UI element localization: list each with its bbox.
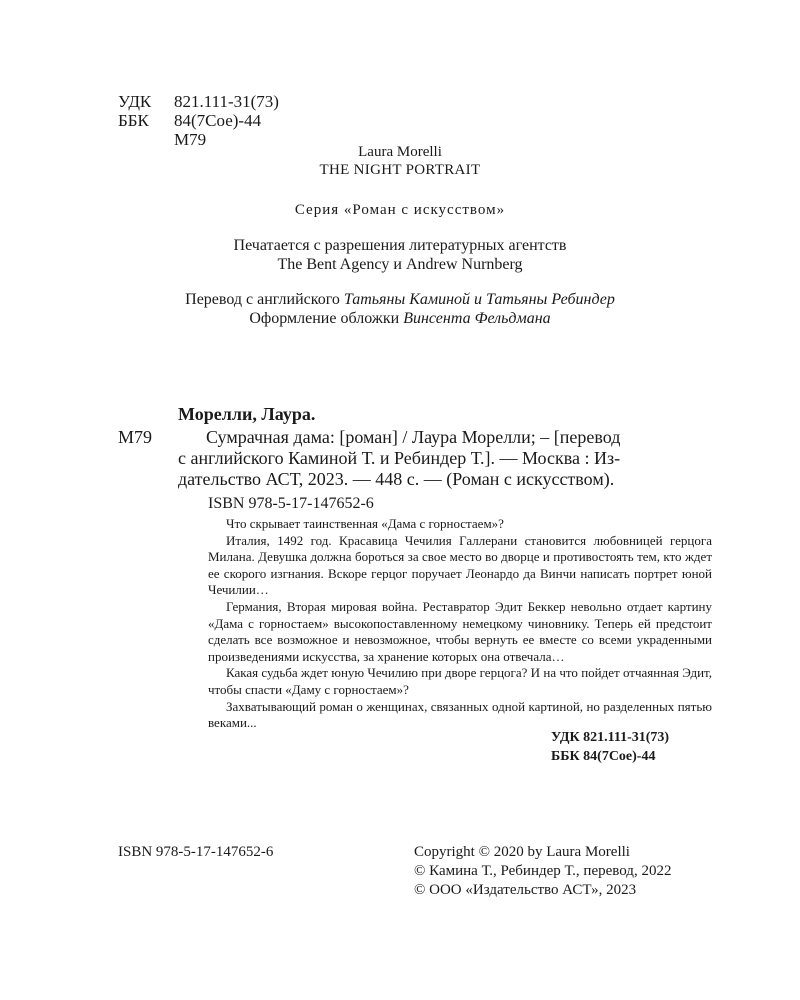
bbk-value: 84(7Сое)-44 xyxy=(174,111,262,130)
index-udk: УДК 821.111-31(73) xyxy=(551,730,670,745)
record-isbn: ISBN 978-5-17-147652-6 xyxy=(208,495,374,512)
udk-value: 821.111-31(73) xyxy=(174,92,279,111)
annotation-paragraph: Захватывающий роман о женщинах, связанных одной картиной, но разделенных пятью веками... xyxy=(208,698,712,731)
permission-line-2: The Bent Agency и Andrew Nurnberg xyxy=(277,256,523,273)
udk-label: УДК xyxy=(118,92,152,111)
original-title: THE NIGHT PORTRAIT xyxy=(319,162,481,178)
copyright-line: Copyright © 2020 by Laura Morelli xyxy=(414,844,630,860)
series-line: Серия «Роман с искусством» xyxy=(294,202,506,218)
annotation xyxy=(208,516,712,732)
record-line-3: дательство АСТ, 2023. — 448 с. — (Роман с искусством). xyxy=(178,469,615,489)
bbk-label: ББК xyxy=(118,111,149,130)
record-author-heading: Морелли, Лаура. xyxy=(178,404,316,424)
cover-prefix: Оформление обложки xyxy=(249,310,404,327)
index-bbk: ББК 84(7Сое)-44 xyxy=(551,749,656,764)
record-mark: М79 xyxy=(118,427,153,447)
annotation-paragraph: Германия, Вторая мировая война. Реставратор Эдит Беккер невольно отдает картину «Дама с горностаем» высокопоставленному немецкому чиновнику. Теперь ей предстоит сделать все возможное и невозможное, чтобы вернуть ее вместе со всеми украденными произведениями искусства, за хранение которых она отвечала… xyxy=(208,598,712,664)
footer-isbn: ISBN 978-5-17-147652-6 xyxy=(118,844,274,860)
translation-credit xyxy=(0,291,800,309)
annotation-paragraph: Италия, 1492 год. Красавица Чечилия Галлерани становится любовницей герцога Милана. Девушка должна бороться за свое место во дворце и противостоять тем, кто ждет ее скорого изгнания. Вскоре герцог поручает Леонардо да Винчи написать портрет юной Чечилии… xyxy=(208,532,712,598)
translators: Татьяны Каминой и Татьяны Ребиндер xyxy=(343,291,615,308)
original-author: Laura Morelli xyxy=(358,144,442,160)
author-mark: М79 xyxy=(174,130,207,149)
record-line-2: с английского Каминой Т. и Ребиндер Т.]. — Москва : Из- xyxy=(178,448,621,468)
cover-credit xyxy=(0,310,800,328)
udk-line xyxy=(118,92,279,111)
annotation-paragraph: Что скрывает таинственная «Дама с горностаем»? xyxy=(226,516,504,531)
copyright-line: © Камина Т., Ребиндер Т., перевод, 2022 xyxy=(414,863,672,879)
translation-prefix: Перевод с английского xyxy=(185,291,344,308)
copyright-line: © ООО «Издательство АСТ», 2023 xyxy=(414,882,637,898)
permission-line-1: Печатается с разрешения литературных агентств xyxy=(233,237,567,254)
annotation-paragraph: Какая судьба ждет юную Чечилию при дворе герцога? И на что пойдет отчаянная Эдит, чтобы спасти «Даму с горностаем»? xyxy=(208,665,712,697)
record-line-1: Сумрачная дама: [роман] / Лаура Морелли; – [перевод xyxy=(206,427,621,447)
cover-designer: Винсента Фельдмана xyxy=(403,310,551,327)
bbk-line xyxy=(118,111,261,130)
